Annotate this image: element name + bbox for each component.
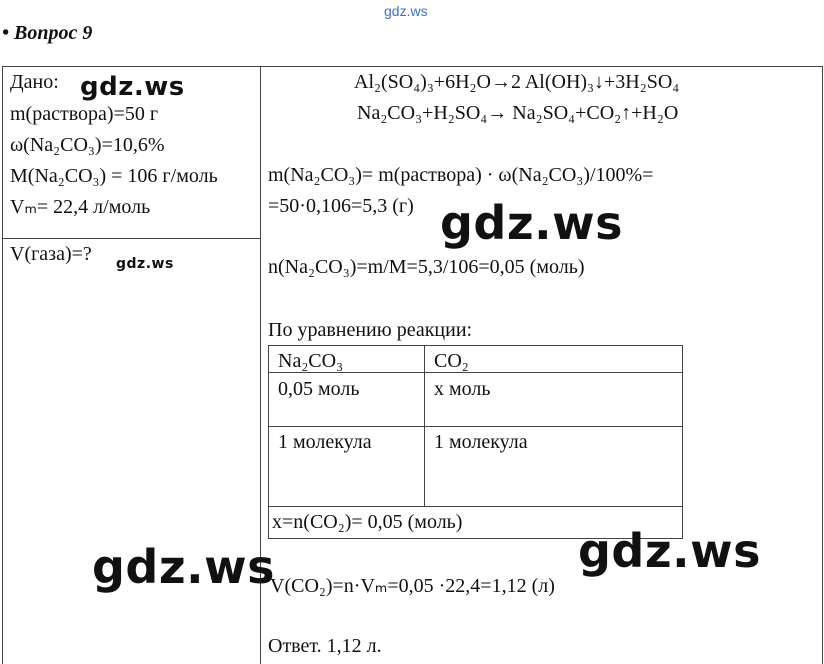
given-label: Дано:: [10, 71, 59, 93]
watermark-bottom-left: gdz.ws: [92, 540, 275, 594]
watermark-bottom-right: gdz.ws: [578, 524, 761, 578]
equation-2: Na₂CO₃+H₂SO₄→ Na₂SO₄+CO₂↑+H₂O: [357, 102, 679, 124]
by-equation-label: По уравнению реакции:: [268, 319, 473, 341]
table-cell-co2-moles: х моль: [434, 378, 491, 400]
equation-1: Al₂(SO₄)₃+6H₂O→2 Al(OH)₃↓+3H₂SO₄: [354, 71, 680, 93]
find-volume: V(газа)=?: [10, 243, 92, 265]
volume-calculation: V(CO₂)=n·Vₘ=0,05 ·22,4=1,12 (л): [270, 575, 555, 597]
given-molar-volume: Vₘ= 22,4 л/моль: [10, 196, 151, 218]
answer: Ответ. 1,12 л.: [268, 635, 382, 657]
mass-calculation-line-1: m(Na₂CO₃)= m(раствора) · ω(Na₂CO₃)/100%=: [268, 164, 654, 186]
watermark-find: gdz.ws: [116, 256, 174, 272]
given-mass-fraction: ω(Na₂CO₃)=10,6%: [10, 134, 165, 156]
watermark-top: gdz.ws: [384, 3, 428, 19]
watermark-center: gdz.ws: [440, 196, 623, 250]
table-cell-na2co3-moles: 0,05 моль: [278, 378, 360, 400]
given-mass-solution: m(раствора)=50 г: [10, 103, 159, 125]
table-header-co2: CO₂: [434, 350, 469, 372]
question-heading: • Вопрос 9: [2, 22, 93, 44]
table-cell-na2co3-ratio: 1 молекула: [278, 431, 372, 453]
mass-calculation-line-2: =50·0,106=5,3 (г): [268, 195, 414, 217]
moles-calculation: n(Na₂CO₃)=m/M=5,3/106=0,05 (моль): [268, 256, 585, 278]
table-cell-co2-ratio: 1 молекула: [434, 431, 528, 453]
table-result: х=n(CO₂)= 0,05 (моль): [272, 511, 463, 533]
watermark-given: gdz.ws: [80, 72, 185, 102]
table-header-na2co3: Na₂CO₃: [278, 350, 344, 372]
given-molar-mass: M(Na₂CO₃) = 106 г/моль: [10, 165, 218, 187]
